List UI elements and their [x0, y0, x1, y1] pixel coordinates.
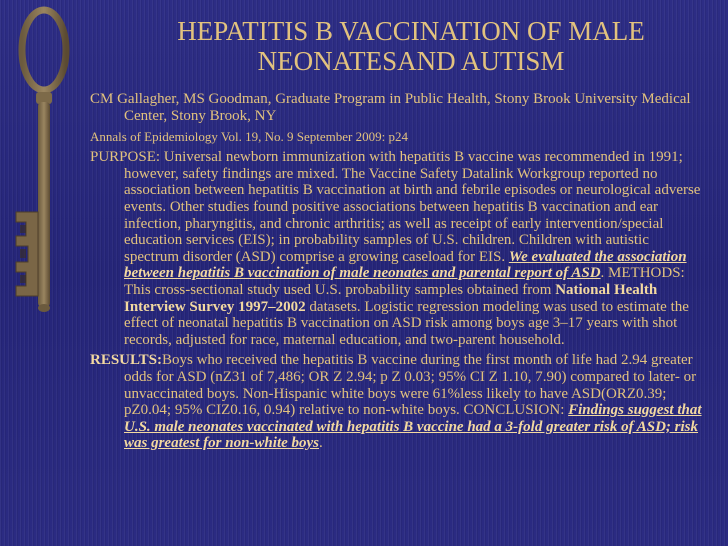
- results-label: RESULTS:: [90, 352, 162, 369]
- purpose-emphasis: We evaluated the association between hepatitis B vaccination of male neonates and parental report of ASD: [124, 248, 687, 282]
- survey-name: National Health Interview Survey 1997–2002: [124, 281, 658, 315]
- antique-key-icon: [0, 0, 92, 318]
- purpose-text: PURPOSE: Universal newborn immunization with hepatitis B vaccine was recommended in 1991; however, safety findings are mixed. The Vaccine Safety Datalink Workgroup reported no association between hepatitis B vaccination at birth and febrile episodes or neurological adverse events. Other studies found positive associations between hepatitis B vaccination and ear infection, pharyngitis, and chronic arthritis; as well as receipt of early intervention/special education services (EIS); in probability samples of U.S. children. Children with autistic spectrum disorder (ASD) comprise a growing caseload for EIS.: [90, 149, 701, 265]
- methods-text-2: datasets. Logistic regression modeling was used to estimate the effect of neonatal hepatitis B vaccination on ASD risk among boys age 3–17 years with shot records, adjusted for race, maternal education, and two-parent household.: [124, 298, 689, 348]
- authors: CM Gallagher, MS Goodman, Graduate Program in Public Health, Stony Brook University Medical Center, Stony Brook, NY: [90, 91, 691, 124]
- conclusion-emphasis: Findings suggest that U.S. male neonates vaccinated with hepatitis B vaccine had a 3-fold greater risk of ASD; risk was greatest for non-white boys: [124, 402, 702, 452]
- results-text: Boys who received the hepatitis B vaccine during the first month of life had 2.94 greater odds for ASD (nZ31 of 7,486; OR Z 2.94; p Z 0.03; 95% CI Z 1.10, 7.90) compared to later- or unvaccinated boys. Non-Hispanic white boys were 61%less likely to have ASD(ORZ0.39; pZ0.04; 95% CIZ0.16, 0.94) relative to non-white boys. CONCLUSION:: [124, 352, 697, 419]
- purpose-methods-paragraph: [90, 149, 706, 348]
- journal-citation: Annals of Epidemiology Vol. 19, No. 9 September 2009: p24: [90, 129, 408, 145]
- abstract-body: [90, 91, 706, 452]
- results-paragraph: [90, 352, 706, 452]
- slide-title: HEPATITIS B VACCINATION OF MALE NEONATESAND AUTISM: [177, 16, 645, 76]
- methods-text: . METHODS: This cross-sectional study used U.S. probability samples obtained from: [124, 265, 685, 298]
- results-end: .: [319, 435, 323, 452]
